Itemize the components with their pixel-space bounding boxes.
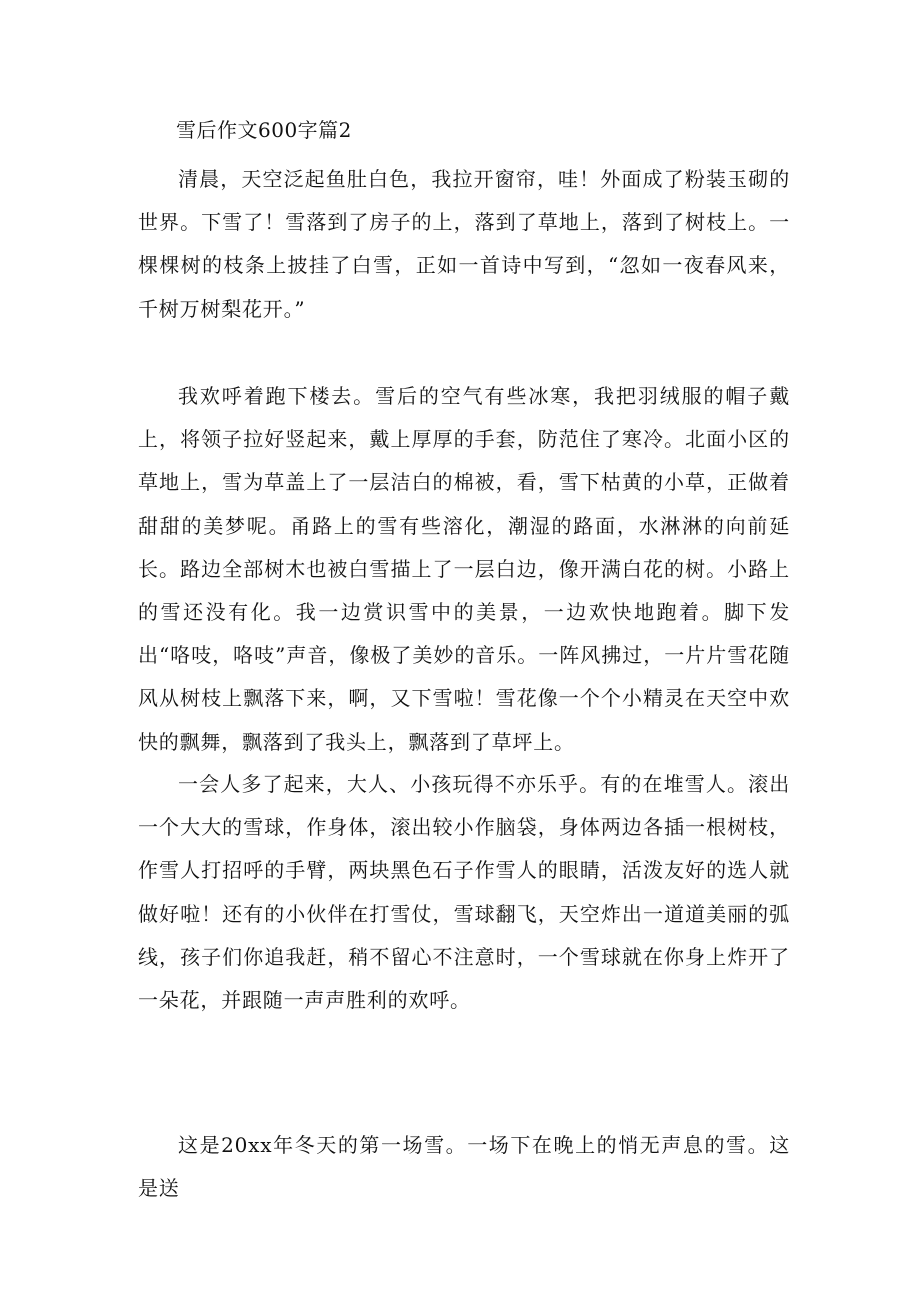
paragraph-4: 这是20xx年冬天的第一场雪。一场下在晚上的悄无声息的雪。这是送 bbox=[138, 1133, 790, 1201]
paragraph-2: 我欢呼着跑下楼去。雪后的空气有些冰寒，我把羽绒服的帽子戴上，将领子拉好竖起来，戴上厚厚的手套，防范住了寒冷。北面小区的草地上，雪为草盖上了一层洁白的棉被，看，雪下枯黄的小草，正做着甜甜的美梦呢。甬路上的雪有些溶化，潮湿的路面，水淋淋的向前延长。路边全部树木也被白雪描上了一层白边，像开满白花的树。小路上的雪还没有化。我一边赏识雪中的美景，一边欢快地跑着。脚下发出“咯吱，咯吱”声音，像极了美妙的音乐。一阵风拂过，一片片雪花随风从树枝上飘落下来，啊，又下雪啦！雪花像一个个小精灵在天空中欢快的飘舞，飘落到了我头上，飘落到了草坪上。 bbox=[138, 384, 790, 754]
document-title: 雪后作文600字篇2 bbox=[176, 118, 352, 142]
paragraph-3: 一会人多了起来，大人、小孩玩得不亦乐乎。有的在堆雪人。滚出一个大大的雪球，作身体，滚出较小作脑袋，身体两边各插一根树枝，作雪人打招呼的手臂，两块黑色石子作雪人的眼睛，活泼友好的选人就做好啦！还有的小伙伴在打雪仗，雪球翻飞，天空炸出一道道美丽的弧线，孩子们你追我赶，稍不留心不注意时，一个雪球就在你身上炸开了一朵花，并跟随一声声胜利的欢呼。 bbox=[138, 772, 790, 1013]
paragraph-1: 清晨，天空泛起鱼肚白色，我拉开窗帘，哇！外面成了粉装玉砌的世界。下雪了！雪落到了房子的上，落到了草地上，落到了树枝上。一棵棵树的枝条上披挂了白雪，正如一首诗中写到，“忽如一夜春风来，千树万树梨花开。” bbox=[138, 167, 790, 321]
